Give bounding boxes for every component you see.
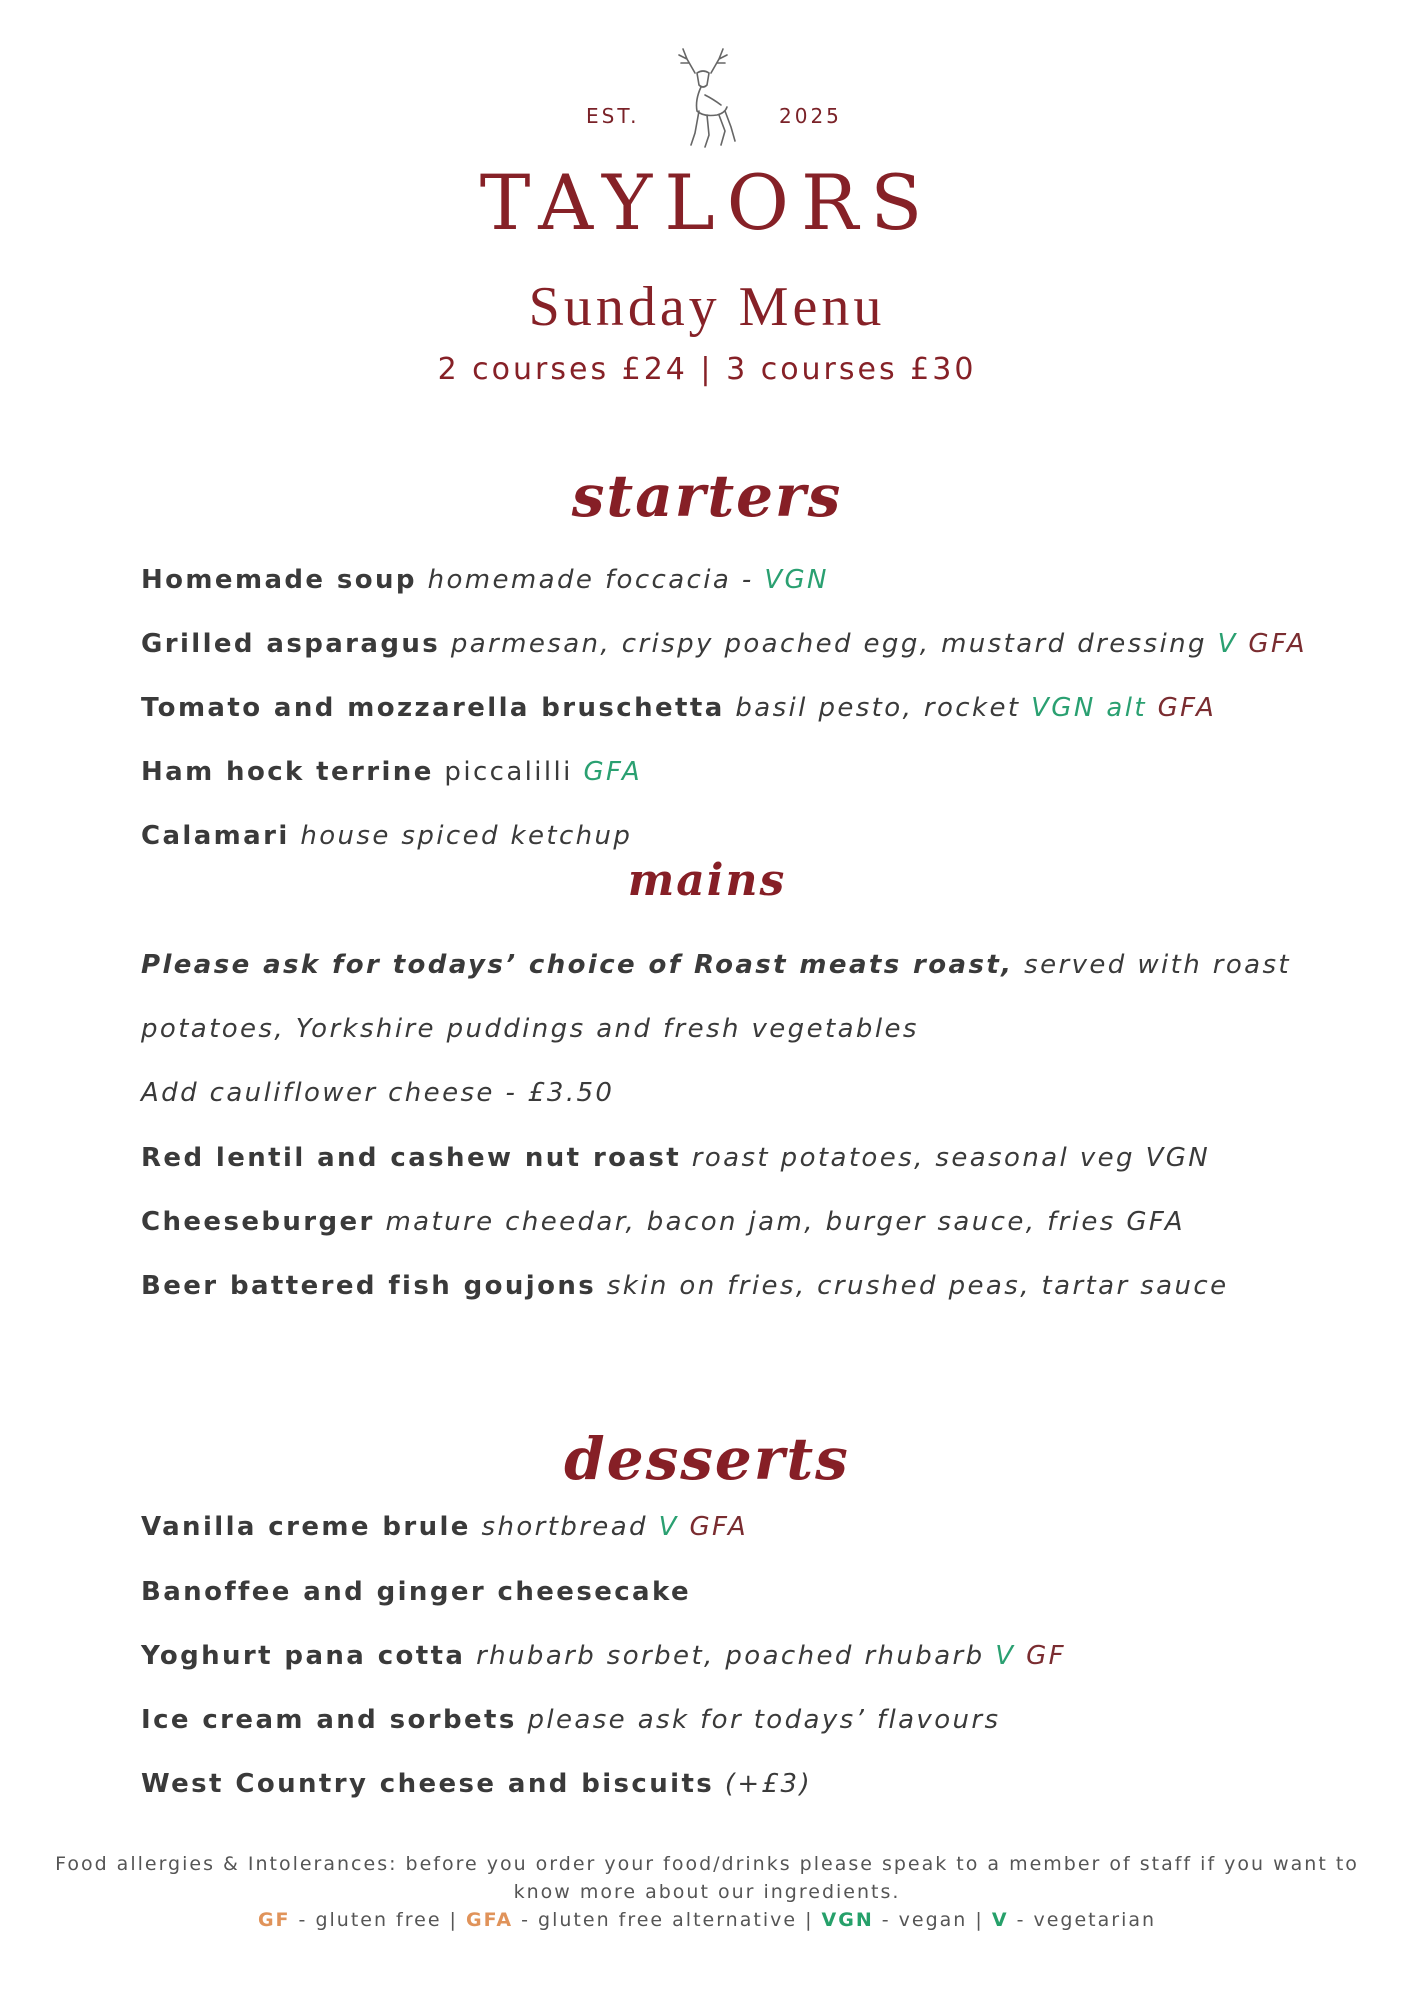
key-gfa: GFA <box>466 1909 514 1931</box>
menu-item <box>141 1512 748 1542</box>
item-name: Calamari <box>141 821 290 851</box>
menu-item <box>141 565 829 595</box>
menu-title: Sunday Menu <box>528 276 886 338</box>
item-name: Tomato and mozzarella bruschetta <box>141 693 725 723</box>
key-vgn-text: - vegan | <box>873 1909 992 1931</box>
item-desc: please ask for todays’ flavours <box>527 1705 1001 1735</box>
gluten-tag: GFA <box>1248 629 1307 659</box>
item-name: Cheeseburger <box>141 1207 375 1237</box>
roast-desc-2: potatoes, Yorkshire puddings and fresh vegetables <box>141 1014 919 1044</box>
gluten-tag: GFA <box>583 757 643 787</box>
gluten-tag: GFA <box>689 1512 749 1542</box>
item-name: Ice cream and sorbets <box>141 1705 517 1735</box>
item-name: Ham hock terrine <box>141 757 434 787</box>
item-name: Beer battered fish goujons <box>141 1271 597 1301</box>
item-name: Homemade soup <box>141 565 417 595</box>
est-label: EST. <box>586 104 640 128</box>
menu-item <box>141 693 1216 723</box>
key-gf-text: - gluten free | <box>290 1909 466 1931</box>
dietary-key <box>0 1906 1414 1934</box>
menu-item <box>141 1769 812 1799</box>
item-desc: homemade foccacia - <box>427 565 765 595</box>
est-year: 2025 <box>779 104 842 128</box>
roast-title: Please ask for todays’ choice of Roast meats roast, <box>141 950 1014 980</box>
diet-tag: VGN <box>764 565 829 595</box>
menu-item <box>141 1271 1228 1301</box>
item-desc: parmesan, crispy poached egg, mustard dressing <box>450 629 1218 659</box>
menu-item <box>141 1705 1000 1735</box>
item-desc: (+£3) <box>724 1769 812 1799</box>
key-gfa-text: - gluten free alternative | <box>513 1909 822 1931</box>
item-name: Banoffee and ginger cheesecake <box>141 1577 692 1607</box>
desserts-heading: desserts <box>564 1425 850 1493</box>
item-desc: rhubarb sorbet, poached rhubarb <box>476 1641 996 1671</box>
item-name: West Country cheese and biscuits <box>141 1769 715 1799</box>
menu-item <box>141 1207 1185 1237</box>
item-name: Vanilla creme brule <box>141 1512 471 1542</box>
roast-addon-text: Add cauliflower cheese - £3.50 <box>141 1078 615 1108</box>
stag-icon <box>665 45 745 150</box>
key-vgn: VGN <box>821 1909 874 1931</box>
gluten-tag: GFA <box>1157 693 1217 723</box>
menu-item <box>141 757 642 787</box>
allergy-notice <box>0 1850 1414 1906</box>
key-v-text: - vegetarian <box>1008 1909 1157 1931</box>
diet-tag: V <box>658 1512 679 1542</box>
item-desc: shortbread <box>481 1512 659 1542</box>
item-desc: piccalilli <box>444 757 584 787</box>
item-desc: house spiced ketchup <box>300 821 633 851</box>
diet-tag: V <box>995 1641 1016 1671</box>
item-name: Red lentil and cashew nut roast <box>141 1143 682 1173</box>
course-prices: 2 courses £24 | 3 courses £30 <box>437 352 977 387</box>
roast-line <box>141 950 1291 980</box>
item-desc: skin on fries, crushed peas, tartar sauce <box>606 1271 1229 1301</box>
item-name: Grilled asparagus <box>141 629 441 659</box>
starters-heading: starters <box>571 462 843 530</box>
item-name: Yoghurt pana cotta <box>141 1641 466 1671</box>
menu-item <box>141 629 1307 659</box>
diet-tag: V <box>1217 629 1238 659</box>
key-v: V <box>991 1909 1009 1931</box>
roast-addon <box>141 1078 614 1108</box>
menu-item <box>141 821 632 851</box>
menu-item <box>141 1577 691 1607</box>
allergy-line-1: Food allergies & Intolerances: before you order your food/drinks please speak to a member of staff if you want to <box>55 1853 1359 1875</box>
allergy-line-2: know more about our ingredients. <box>513 1881 901 1903</box>
roast-desc: served with roast <box>1024 950 1292 980</box>
item-desc: mature cheedar, bacon jam, burger sauce, fries GFA <box>385 1207 1185 1237</box>
roast-line-2 <box>141 1014 919 1044</box>
item-desc: roast potatoes, seasonal veg VGN <box>691 1143 1211 1173</box>
gluten-tag: GF <box>1026 1641 1066 1671</box>
mains-heading: mains <box>627 855 787 906</box>
menu-item <box>141 1143 1210 1173</box>
item-desc: basil pesto, rocket <box>735 693 1032 723</box>
brand-title: TAYLORS <box>479 158 935 247</box>
key-gf: GF <box>257 1909 291 1931</box>
menu-item <box>141 1641 1066 1671</box>
diet-tag: VGN alt <box>1031 693 1147 723</box>
